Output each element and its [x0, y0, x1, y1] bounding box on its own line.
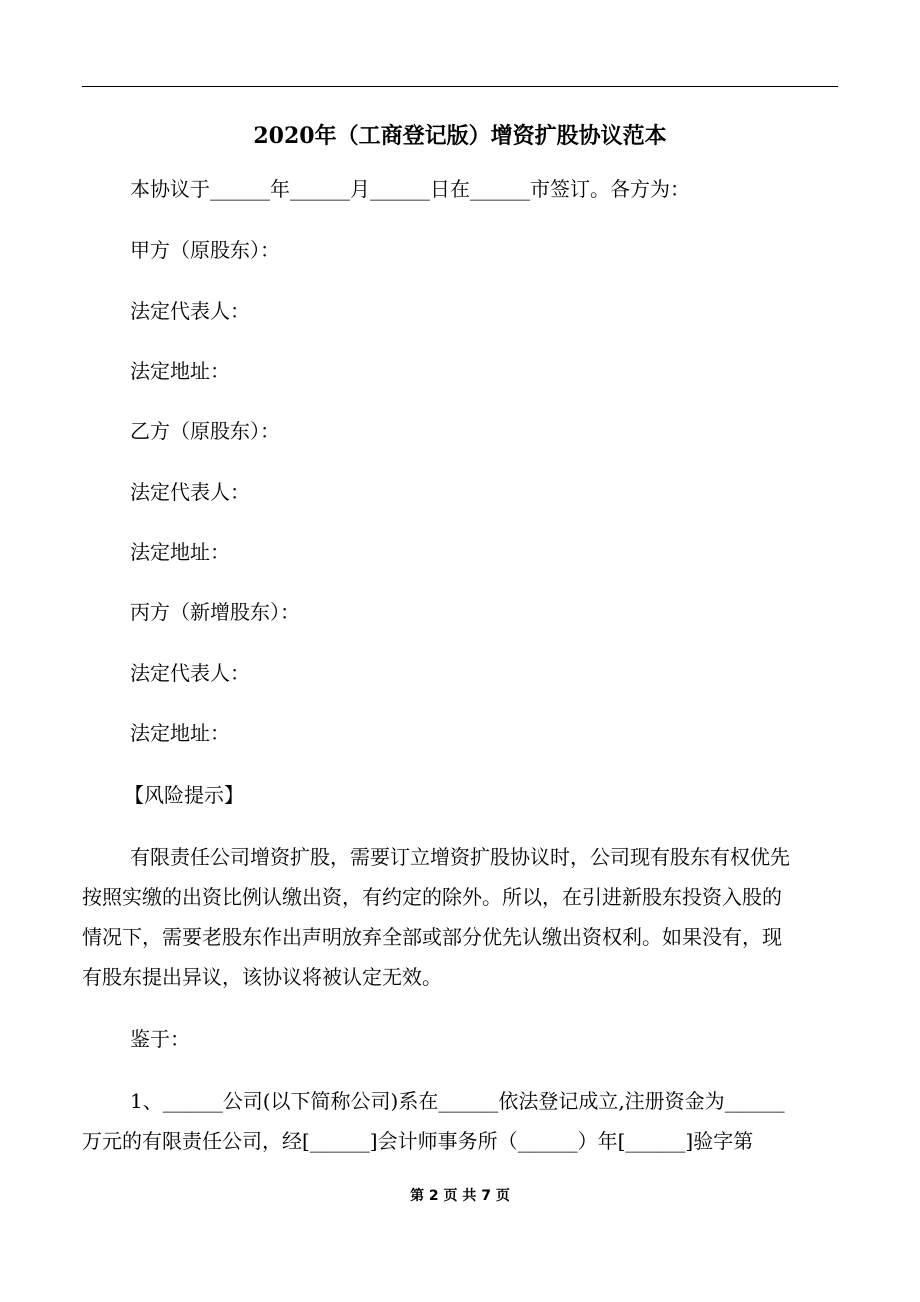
- risk-paragraph-line: 有限责任公司增资扩股，需要订立增资扩股协议时，公司现有股东有权优先: [130, 845, 790, 869]
- document-title: 2020年（工商登记版）增资扩股协议范本: [253, 123, 667, 149]
- party-c-address: 法定地址：: [130, 721, 230, 745]
- party-b-address: 法定地址：: [130, 540, 230, 564]
- party-c-legal-rep: 法定代表人：: [130, 661, 250, 685]
- whereas-heading: 鉴于：: [130, 1027, 190, 1051]
- party-c-heading: 丙方（新增股东）：: [130, 600, 300, 624]
- risk-notice-heading: 【风险提示】: [124, 783, 244, 807]
- clause-1-line: 万元的有限责任公司，经[______]会计师事务所（______）年[______]验字第: [82, 1129, 754, 1153]
- page-number: 第 2 页 共 7 页: [410, 1188, 510, 1204]
- risk-paragraph-line: 按照实缴的出资比例认缴出资，有约定的除外。所以，在引进新股东投资入股的: [82, 885, 782, 909]
- party-b-heading: 乙方（原股东）：: [130, 419, 280, 443]
- risk-paragraph-line: 情况下，需要老股东作出声明放弃全部或部分优先认缴出资权利。如果没有，现: [82, 925, 782, 949]
- risk-paragraph-line: 有股东提出异议，该协议将被认定无效。: [82, 965, 442, 989]
- signing-line: 本协议于______年______月______日在______市签订。各方为：: [130, 177, 690, 201]
- header-rule: [82, 86, 838, 87]
- party-a-legal-rep: 法定代表人：: [130, 299, 250, 323]
- clause-1-line: 1、______公司(以下简称公司)系在______依法登记成立,注册资金为______: [130, 1089, 785, 1113]
- party-a-address: 法定地址：: [130, 359, 230, 383]
- party-b-legal-rep: 法定代表人：: [130, 480, 250, 504]
- party-a-heading: 甲方（原股东）：: [130, 238, 280, 262]
